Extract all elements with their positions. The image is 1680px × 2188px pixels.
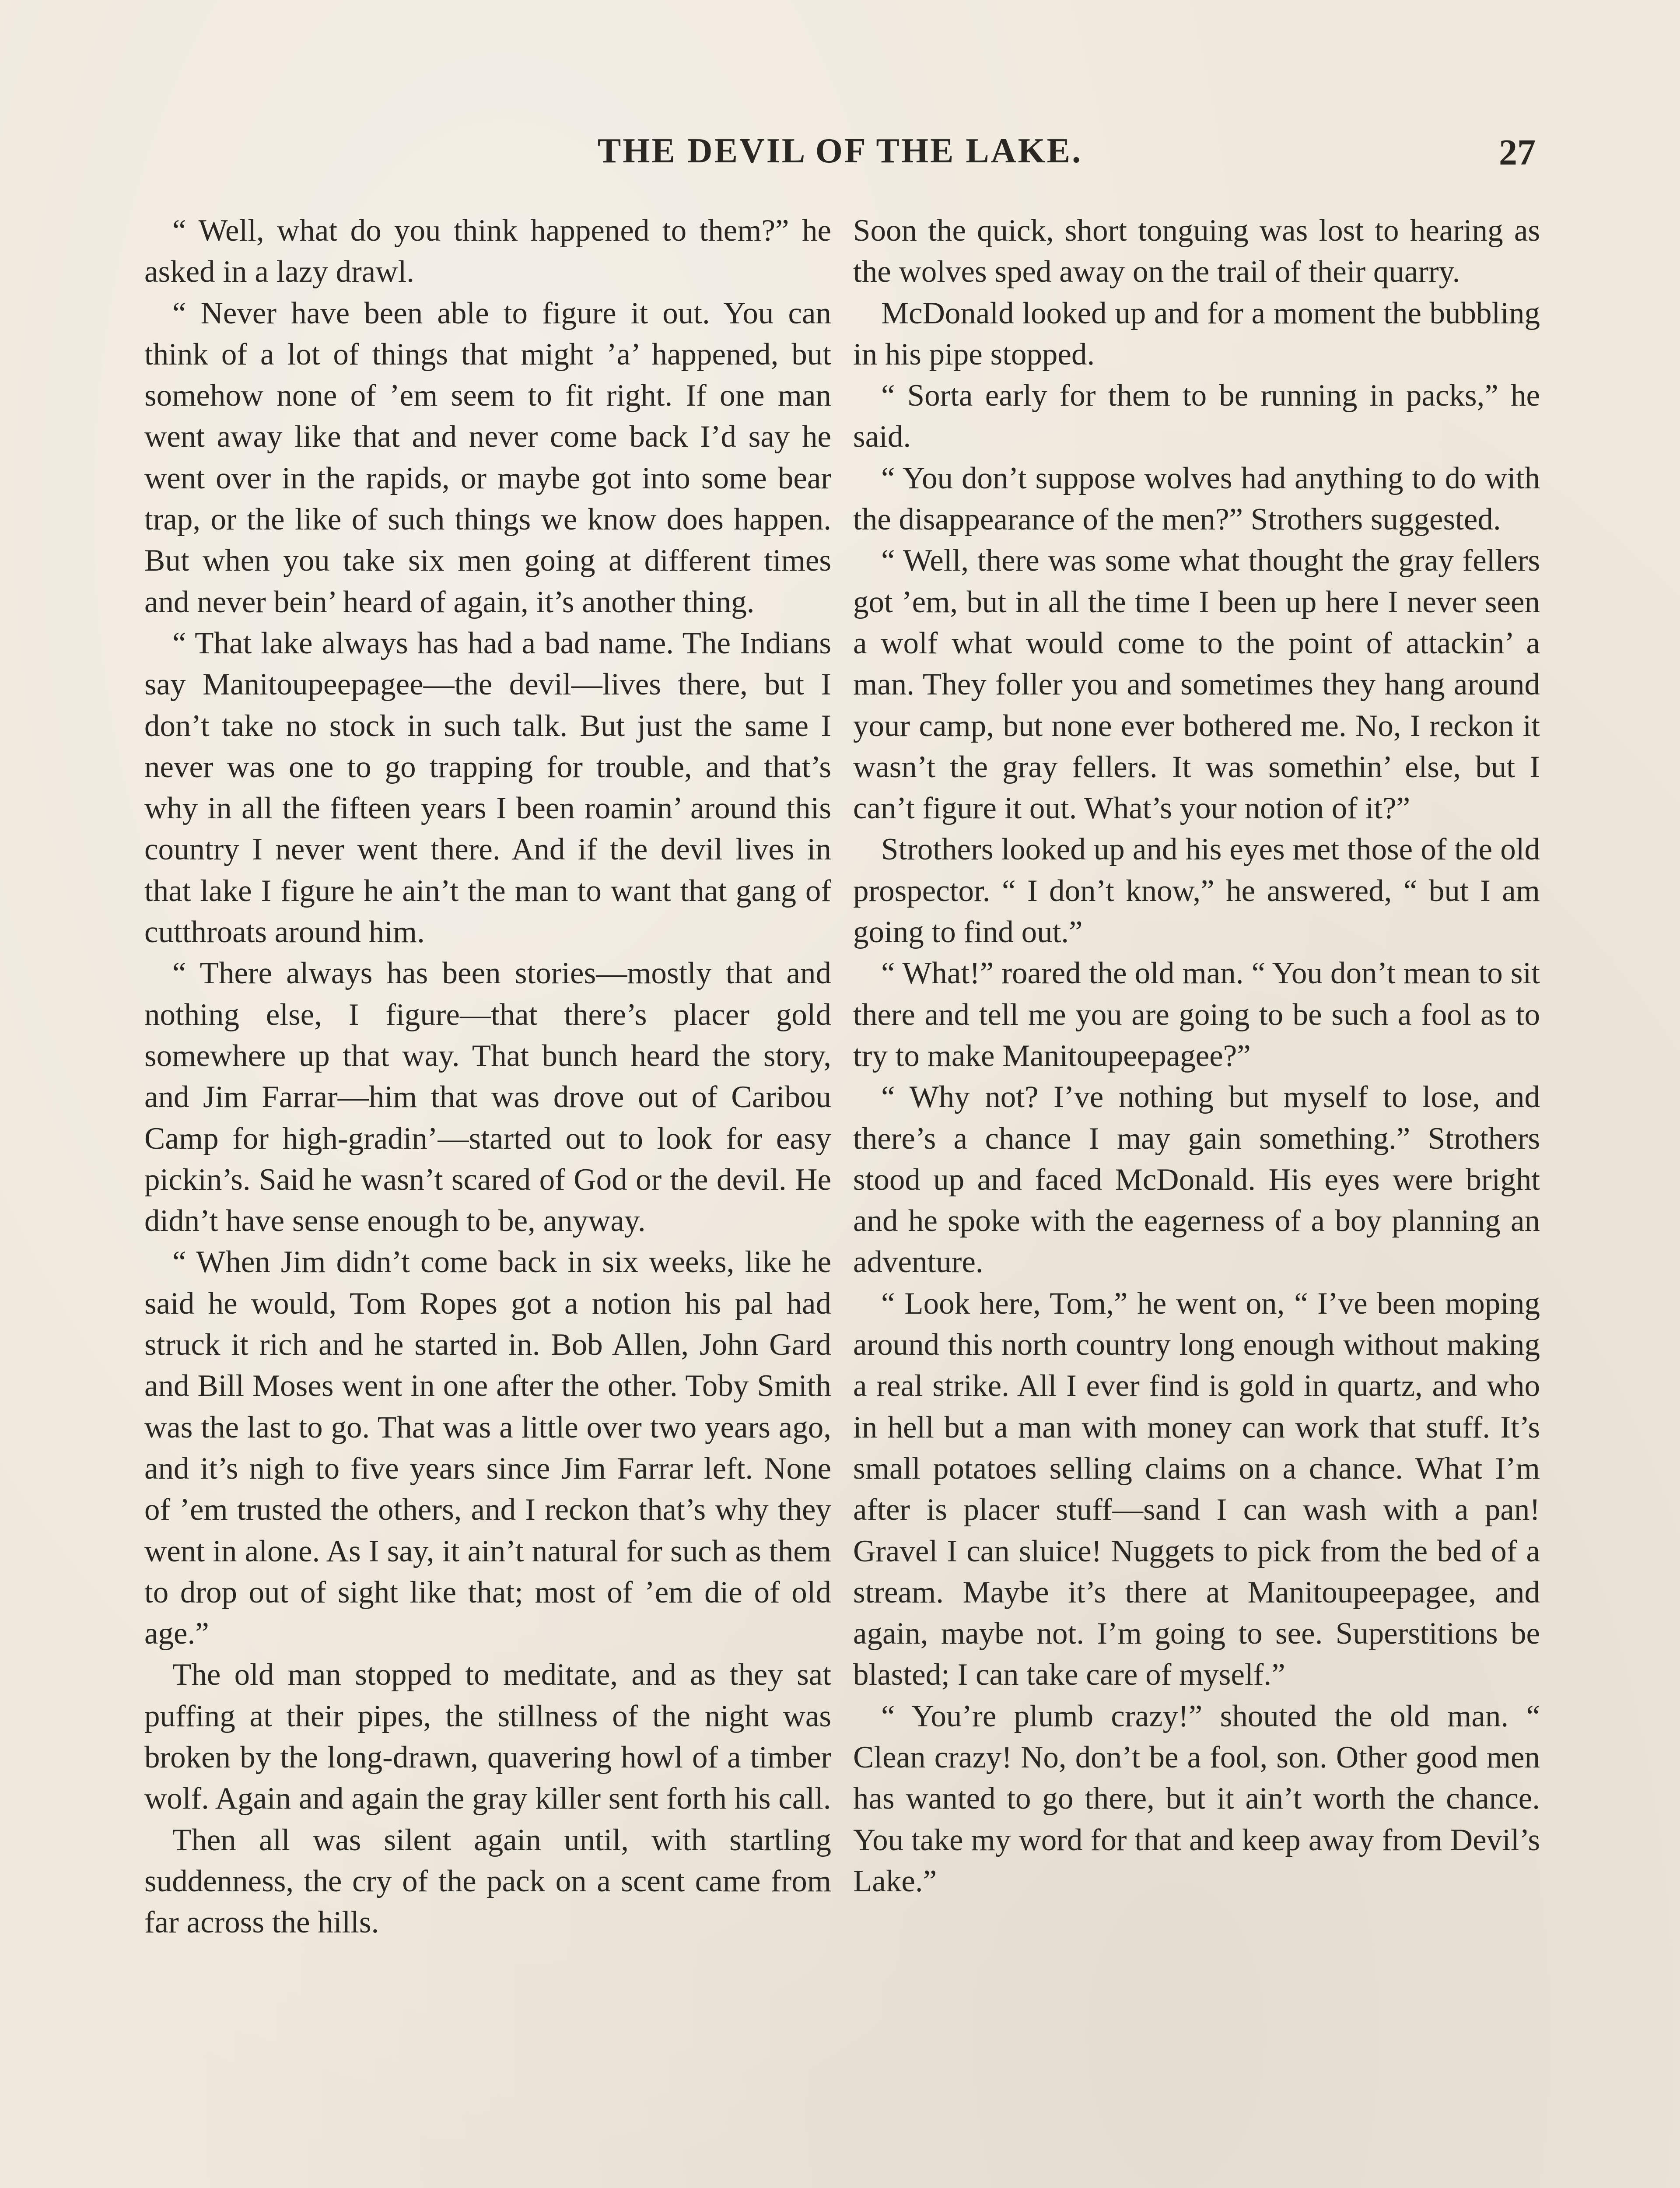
left-column xyxy=(144,210,831,1943)
running-title: THE DEVIL OF THE LAKE. xyxy=(597,132,1083,170)
paragraph: “ Why not? I’ve nothing but myself to lose, and there’s a chance I may gain something.” Strothers stood up and faced McDonald. His eyes were bright and he spoke with the eagerness of a boy planning an adventure. xyxy=(853,1080,1540,1280)
paragraph: “ You don’t suppose wolves had anything to do with the disappearance of the men?” Strothers suggested. xyxy=(853,461,1540,537)
right-column xyxy=(853,210,1540,1902)
paragraph: The old man stopped to meditate, and as they sat puffing at their pipes, the stillness of the night was broken by the long-drawn, quavering howl of a timber wolf. Again and again the gray killer sent forth his call. xyxy=(144,1658,831,1816)
running-head xyxy=(144,131,1536,179)
paragraph: “ There always has been stories—mostly that and nothing else, I figure—that there’s placer gold somewhere up that way. That bunch heard the story, and Jim Farrar—him that was drove out of Caribou Camp for high-gradin’—started out to look for easy pickin’s. Said he wasn’t scared of God or the devil. He didn’t have sense enough to be, anyway. xyxy=(144,956,831,1238)
paragraph: Strothers looked up and his eyes met those of the old prospector. “ I don’t know,” he answered, “ but I am going to find out.” xyxy=(853,832,1540,950)
paragraph: “ Look here, Tom,” he went on, “ I’ve been moping around this north country long enough without making a real strike. All I ever find is gold in quartz, and who in hell but a man with money can work that stuff. It’s small potatoes selling claims on a chance. What I’m after is placer stuff—sand I can wash with a pan! Gravel I can sluice! Nuggets to pick from the bed of a stream. Maybe it’s there at Manitoupeepagee, and again, maybe not. I’m going to see. Superstitions be blasted; I can take care of myself.” xyxy=(853,1286,1540,1692)
paragraph: “ That lake always has had a bad name. The Indians say Manitoupeepagee—the devil—lives there, but I don’t take no stock in such talk. But just the same I never was one to go trapping for trouble, and that’s why in all the fifteen years I been roamin’ around this country I never went there. And if the devil lives in that lake I figure he ain’t the man to want that gang of cutthroats around him. xyxy=(144,626,831,950)
paragraph: “ What!” roared the old man. “ You don’t mean to sit there and tell me you are going to be such a fool as to try to make Manitoupeepagee?” xyxy=(853,956,1540,1073)
page-number: 27 xyxy=(1499,132,1536,173)
paragraph: “ Well, there was some what thought the gray fellers got ’em, but in all the time I been up here I never seen a wolf what would come to the point of attackin’ a man. They foller you and sometimes they hang around your camp, but none ever bothered me. No, I reckon it wasn’t the gray fellers. It was somethin’ else, but I can’t figure it out. What’s your notion of it?” xyxy=(853,543,1540,826)
paragraph: “ Sorta early for them to be running in packs,” he said. xyxy=(853,379,1540,454)
paragraph: Then all was silent again until, with startling suddenness, the cry of the pack on a scent came from far across the hills. xyxy=(144,1823,831,1940)
paragraph: “ Never have been able to figure it out. You can think of a lot of things that might ’a’ happened, but somehow none of ’em seem to fit right. If one man went away like that and never come back I’d say he went over in the rapids, or maybe got into some bear trap, or the like of such things we know does happen. But when you take six men going at different times and never bein’ heard of again, it’s another thing. xyxy=(144,296,831,619)
paragraph: “ Well, what do you think happened to them?” he asked in a lazy drawl. xyxy=(144,214,831,289)
paragraph: McDonald looked up and for a moment the bubbling in his pipe stopped. xyxy=(853,296,1540,372)
paragraph: “ You’re plumb crazy!” shouted the old man. “ Clean crazy! No, don’t be a fool, son. Other good men has wanted to go there, but it ain’t worth the chance. You take my word for that and keep away from Devil’s Lake.” xyxy=(853,1699,1540,1898)
paragraph: “ When Jim didn’t come back in six weeks, like he said he would, Tom Ropes got a notion his pal had struck it rich and he started in. Bob Allen, John Gard and Bill Moses went in one after the other. Toby Smith was the last to go. That was a little over two years ago, and it’s nigh to five years since Jim Farrar left. None of ’em trusted the others, and I reckon that’s why they went in alone. As I say, it ain’t natural for such as them to drop out of sight like that; most of ’em die of old age.” xyxy=(144,1245,831,1651)
paragraph-continued: Soon the quick, short tonguing was lost to hearing as the wolves sped away on the trail of their quarry. xyxy=(853,214,1540,289)
